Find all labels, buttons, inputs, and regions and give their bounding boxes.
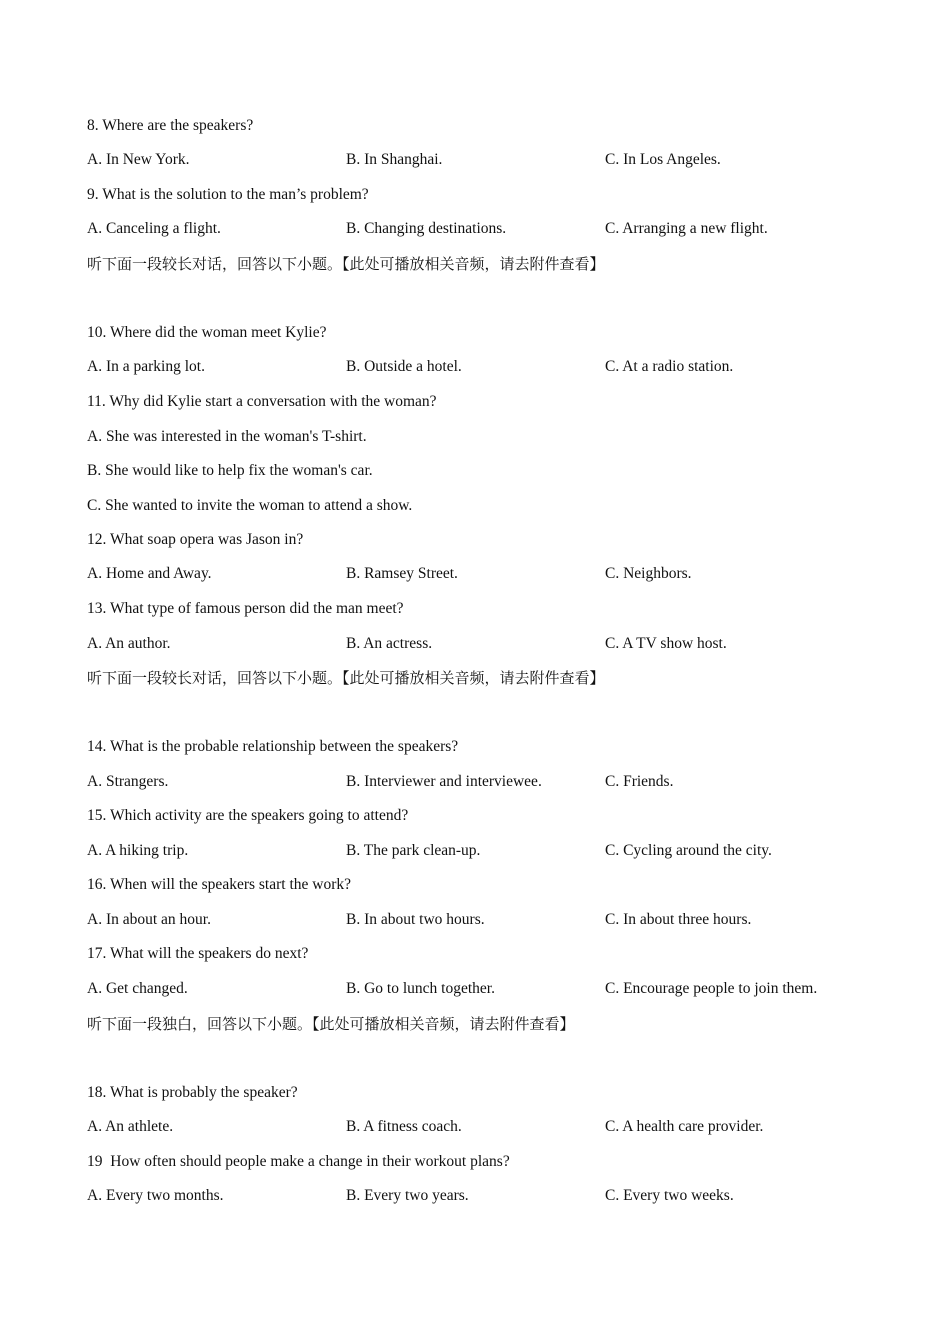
- question-18-stem: 18. What is probably the speaker?: [87, 1084, 298, 1101]
- question-13-option-b: B. An actress.: [346, 635, 433, 652]
- question-13-stem: 13. What type of famous person did the man meet?: [87, 600, 404, 617]
- question-17-option-c: C. Encourage people to join them.: [605, 980, 818, 997]
- section-instruction-3: 听下面一段独白，回答以下小题。【此处可播放相关音频，请去附件查看】: [87, 1015, 575, 1033]
- question-16-option-b: B. In about two hours.: [346, 911, 485, 928]
- question-19-option-b: B. Every two years.: [346, 1187, 469, 1204]
- question-11-option-b: B. She would like to help fix the woman's car.: [87, 462, 373, 479]
- question-8-option-c: C. In Los Angeles.: [605, 151, 721, 168]
- question-13-option-c: C. A TV show host.: [605, 635, 727, 652]
- question-17-option-a: A. Get changed.: [87, 980, 188, 997]
- question-8-option-a: A. In New York.: [87, 151, 190, 168]
- question-15-option-c: C. Cycling around the city.: [605, 842, 772, 859]
- question-11-option-c: C. She wanted to invite the woman to attend a show.: [87, 497, 413, 514]
- question-11-stem: 11. Why did Kylie start a conversation with the woman?: [87, 393, 437, 410]
- question-8-option-b: B. In Shanghai.: [346, 151, 443, 168]
- question-15-option-a: A. A hiking trip.: [87, 842, 189, 859]
- question-15-stem: 15. Which activity are the speakers going to attend?: [87, 807, 409, 824]
- question-17-stem: 17. What will the speakers do next?: [87, 945, 309, 962]
- question-14-option-c: C. Friends.: [605, 773, 674, 790]
- question-16-stem: 16. When will the speakers start the work?: [87, 876, 351, 893]
- question-12-stem: 12. What soap opera was Jason in?: [87, 531, 304, 548]
- section-instruction-2: 听下面一段较长对话，回答以下小题。【此处可播放相关音频，请去附件查看】: [87, 669, 605, 687]
- question-11-option-a: A. She was interested in the woman's T-shirt.: [87, 428, 367, 445]
- question-13-option-a: A. An author.: [87, 635, 171, 652]
- question-9-option-b: B. Changing destinations.: [346, 220, 507, 237]
- question-18-option-c: C. A health care provider.: [605, 1118, 764, 1135]
- question-10-option-c: C. At a radio station.: [605, 358, 734, 375]
- question-18-option-b: B. A fitness coach.: [346, 1118, 462, 1135]
- question-14-option-a: A. Strangers.: [87, 773, 169, 790]
- question-14-option-b: B. Interviewer and interviewee.: [346, 773, 542, 790]
- question-16-option-c: C. In about three hours.: [605, 911, 752, 928]
- question-12-option-c: C. Neighbors.: [605, 565, 692, 582]
- question-8-stem: 8. Where are the speakers?: [87, 117, 254, 134]
- question-16-option-a: A. In about an hour.: [87, 911, 211, 928]
- question-9-stem: 9. What is the solution to the man’s problem?: [87, 186, 369, 203]
- question-9-option-c: C. Arranging a new flight.: [605, 220, 768, 237]
- question-17-option-b: B. Go to lunch together.: [346, 980, 495, 997]
- question-19-option-a: A. Every two months.: [87, 1187, 224, 1204]
- question-10-option-b: B. Outside a hotel.: [346, 358, 462, 375]
- question-10-stem: 10. Where did the woman meet Kylie?: [87, 324, 327, 341]
- question-18-option-a: A. An athlete.: [87, 1118, 174, 1135]
- section-instruction-1: 听下面一段较长对话，回答以下小题。【此处可播放相关音频，请去附件查看】: [87, 255, 605, 273]
- question-10-option-a: A. In a parking lot.: [87, 358, 205, 375]
- question-9-option-a: A. Canceling a flight.: [87, 220, 221, 237]
- question-19-option-c: C. Every two weeks.: [605, 1187, 734, 1204]
- question-12-option-a: A. Home and Away.: [87, 565, 212, 582]
- question-12-option-b: B. Ramsey Street.: [346, 565, 458, 582]
- question-19-stem: 19 How often should people make a change in their workout plans?: [87, 1153, 510, 1170]
- question-14-stem: 14. What is the probable relationship between the speakers?: [87, 738, 459, 755]
- question-15-option-b: B. The park clean-up.: [346, 842, 481, 859]
